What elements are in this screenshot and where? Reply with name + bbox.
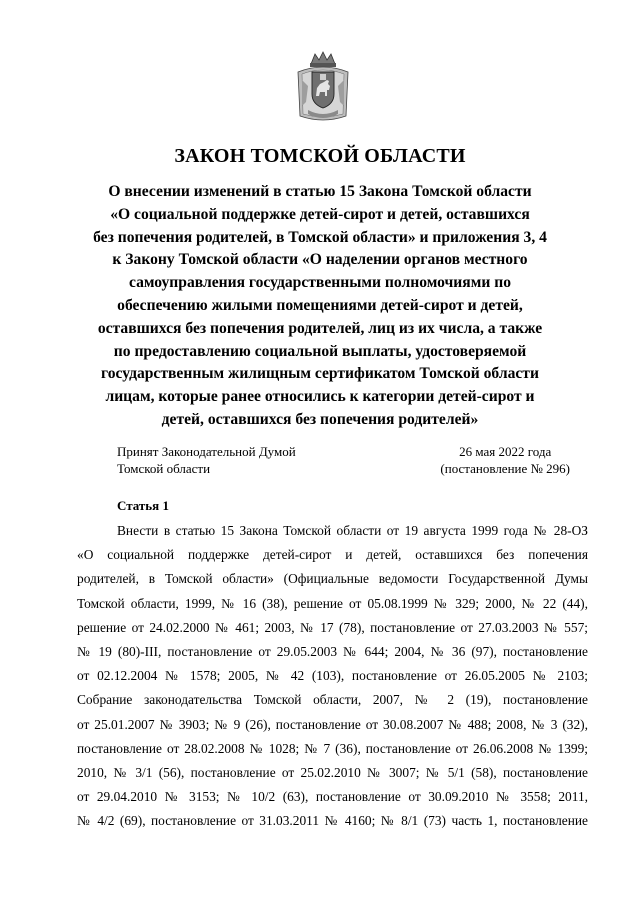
- article-line: решение от 24.02.2000 № 461; 2003, № 17 (78), постановление от 27.03.2003 № 557;: [77, 619, 588, 635]
- resolution-number: (постановление № 296): [440, 461, 570, 476]
- article-line: «О социальной поддержке детей-сирот и детей, оставшихся без попечения: [77, 547, 588, 563]
- adoption-date-block: [440, 443, 570, 477]
- adopted-by: [117, 443, 296, 477]
- subtitle-line: по предоставлению социальной выплаты, удостоверяемой: [113, 342, 527, 360]
- law-title: ЗАКОН ТОМСКОЙ ОБЛАСТИ: [174, 145, 466, 167]
- adopted-by-line: Томской области: [117, 461, 211, 476]
- article-line: № 4/2 (69), постановление от 31.03.2011 № 4160; № 8/1 (73) часть 1, постановление: [77, 813, 588, 829]
- subtitle-line: государственным жилищным сертификатом Томской области: [101, 365, 539, 383]
- subtitle-line: «О социальной поддержке детей-сирот и детей, оставшихся: [110, 205, 530, 223]
- article-line: 2010, № 3/1 (56), постановление от 25.02.2010 № 3007; № 5/1 (58), постановление: [77, 765, 588, 781]
- subtitle-line: к Закону Томской области «О наделении органов местного: [112, 251, 528, 269]
- article-line: Внести в статью 15 Закона Томской области от 19 августа 1999 года № 28-ОЗ: [117, 523, 588, 538]
- subtitle-line: самоуправления государственными полномочиями по: [128, 274, 512, 292]
- article-line: от 25.01.2007 № 3903; № 9 (26), постановление от 30.08.2007 № 488; 2008, № 3 (32),: [77, 716, 588, 732]
- subtitle-line: оставшихся без попечения родителей, лиц из их числа, а также: [97, 319, 543, 337]
- subtitle-line: обеспечению жилыми помещениями детей-сирот и детей,: [117, 296, 523, 314]
- subtitle-line: лицам, которые ранее относились к категории детей-сирот и: [105, 388, 535, 406]
- law-subtitle: [60, 181, 580, 432]
- article-line: от 02.12.2004 № 1578; 2005, № 42 (103), постановление от 26.05.2005 № 2103;: [77, 668, 588, 684]
- subtitle-line: О внесении изменений в статью 15 Закона Томской области: [108, 183, 532, 200]
- article-heading: Статья 1: [117, 498, 169, 513]
- article-line: родителей, в Томской области» (Официальные ведомости Государственной Думы: [77, 571, 588, 587]
- article-body: [77, 519, 588, 834]
- article-line: Собрание законодательства Томской области, 2007, № 2 (19), постановление: [77, 692, 588, 708]
- adoption-date: 26 мая 2022 года: [459, 444, 552, 459]
- subtitle-line: детей, оставшихся без попечения родителей»: [161, 410, 479, 428]
- article-line: Томской области, 1999, № 16 (38), решение от 05.08.1999 № 329; 2000, № 22 (44),: [77, 595, 588, 611]
- article-line: № 19 (80)-III, постановление от 29.05.2003 № 644; 2004, № 36 (97), постановление: [77, 644, 588, 660]
- subtitle-line: без попечения родителей, в Томской области» и приложения 3, 4: [93, 228, 547, 246]
- article-line: от 29.04.2010 № 3153; № 10/2 (63), постановление от 30.09.2010 № 3558; 2011,: [77, 789, 588, 805]
- coat-of-arms-icon: [294, 50, 352, 122]
- article-line: постановление от 28.02.2008 № 1028; № 7 (36), постановление от 26.06.2008 № 1399;: [77, 740, 588, 756]
- adopted-by-line: Принят Законодательной Думой: [117, 444, 296, 459]
